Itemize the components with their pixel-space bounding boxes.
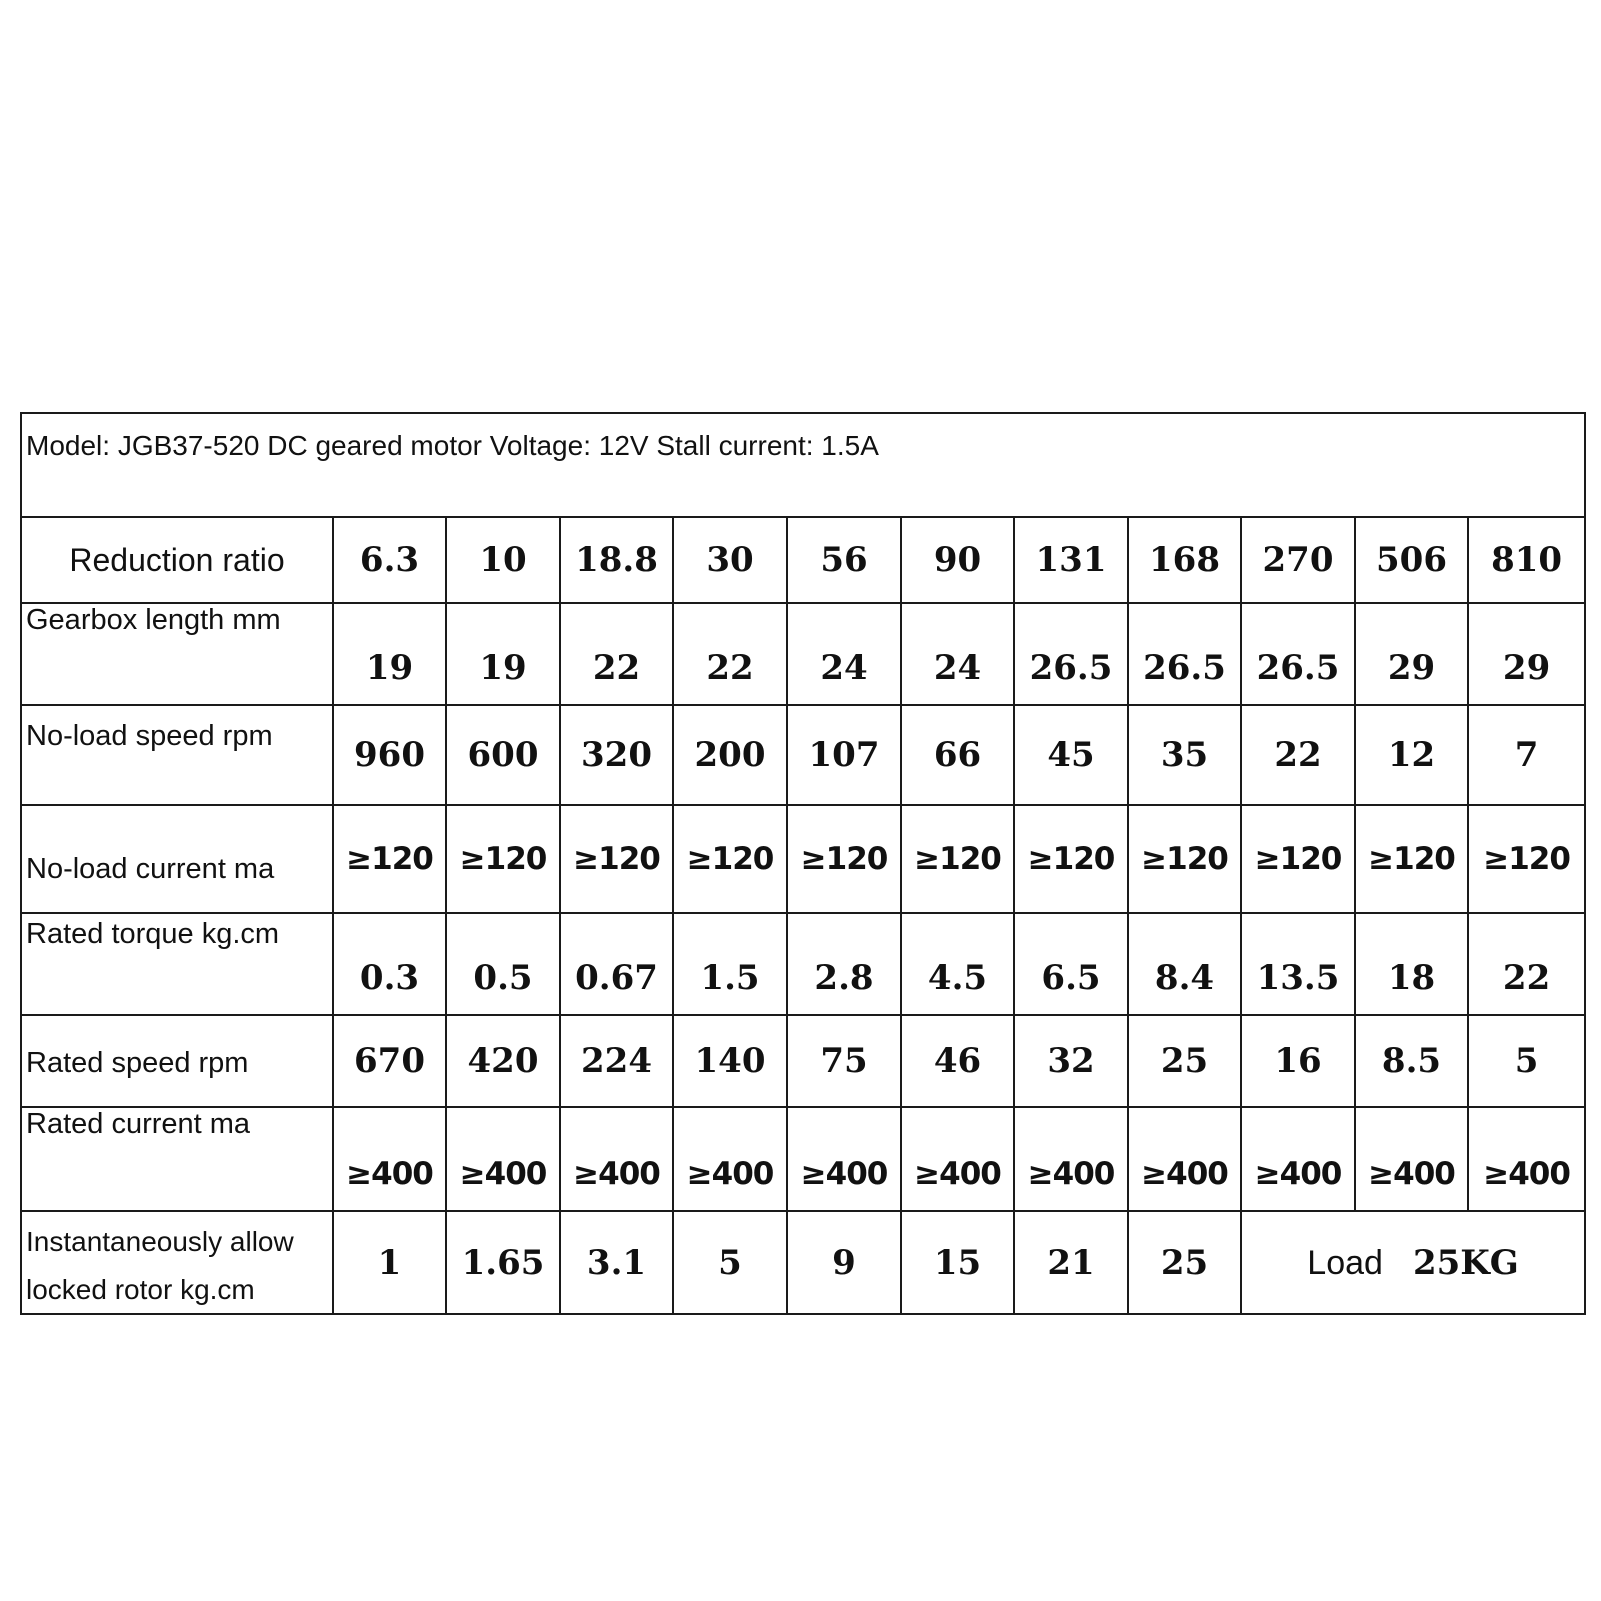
value-cell: 8.4 [1128, 913, 1241, 1015]
value-cell: 0.5 [446, 913, 560, 1015]
value-cell: 22 [560, 603, 673, 705]
model-title: Model: JGB37-520 DC geared motor Voltage: 12V Stall current: 1.5A [21, 413, 1585, 517]
reduction-ratio-row [21, 517, 1585, 603]
value-cell: 1.65 [446, 1211, 560, 1314]
row-label: Reduction ratio [21, 517, 333, 603]
value-cell: 22 [1468, 913, 1585, 1015]
value-cell: 22 [1241, 705, 1355, 805]
value-cell: ≥120 [1355, 805, 1468, 913]
value-cell: ≥400 [1468, 1107, 1585, 1211]
ratio-cell: 131 [1014, 517, 1128, 603]
value-cell: 0.3 [333, 913, 446, 1015]
ratio-cell: 6.3 [333, 517, 446, 603]
value-cell: 420 [446, 1015, 560, 1107]
value-cell: 45 [1014, 705, 1128, 805]
value-cell: 18 [1355, 913, 1468, 1015]
value-cell: ≥400 [560, 1107, 673, 1211]
value-cell: ≥120 [1241, 805, 1355, 913]
ratio-cell: 30 [673, 517, 787, 603]
value-cell: 224 [560, 1015, 673, 1107]
row-label-line1: Instantaneously allow [26, 1226, 294, 1257]
value-cell: ≥400 [901, 1107, 1014, 1211]
value-cell: 29 [1355, 603, 1468, 705]
row-label: No-load speed rpm [21, 705, 333, 805]
ratio-cell: 270 [1241, 517, 1355, 603]
load-label: Load [1307, 1243, 1383, 1282]
row-label: Rated speed rpm [21, 1015, 333, 1107]
value-cell: 9 [787, 1211, 901, 1314]
value-cell: 19 [333, 603, 446, 705]
row-label: Rated torque kg.cm [21, 913, 333, 1015]
ratio-cell: 10 [446, 517, 560, 603]
value-cell: ≥120 [787, 805, 901, 913]
value-cell: 21 [1014, 1211, 1128, 1314]
locked-rotor-row [21, 1211, 1585, 1314]
load-cell [1241, 1211, 1585, 1314]
value-cell: 1.5 [673, 913, 787, 1015]
value-cell: 960 [333, 705, 446, 805]
value-cell: 2.8 [787, 913, 901, 1015]
value-cell: 25 [1128, 1211, 1241, 1314]
value-cell: 24 [901, 603, 1014, 705]
load-value: 25KG [1412, 1242, 1519, 1283]
value-cell: ≥120 [333, 805, 446, 913]
rated-torque-row [21, 913, 1585, 1015]
motor-spec-table [20, 412, 1586, 1315]
value-cell: ≥400 [1241, 1107, 1355, 1211]
value-cell: 320 [560, 705, 673, 805]
value-cell: 200 [673, 705, 787, 805]
value-cell: 12 [1355, 705, 1468, 805]
row-label: No-load current ma [21, 805, 333, 913]
value-cell: 15 [901, 1211, 1014, 1314]
rated-speed-row [21, 1015, 1585, 1107]
row-label: Rated current ma [21, 1107, 333, 1211]
rated-current-row [21, 1107, 1585, 1211]
value-cell: 600 [446, 705, 560, 805]
value-cell: 107 [787, 705, 901, 805]
row-label-line2: locked rotor kg.cm [26, 1273, 255, 1305]
row-label: Gearbox length mm [21, 603, 333, 705]
ratio-cell: 56 [787, 517, 901, 603]
ratio-cell: 506 [1355, 517, 1468, 603]
value-cell: 26.5 [1014, 603, 1128, 705]
value-cell: ≥400 [1014, 1107, 1128, 1211]
value-cell: 140 [673, 1015, 787, 1107]
value-cell: ≥120 [1128, 805, 1241, 913]
ratio-cell: 18.8 [560, 517, 673, 603]
value-cell: 5 [673, 1211, 787, 1314]
ratio-cell: 90 [901, 517, 1014, 603]
value-cell: 19 [446, 603, 560, 705]
row-label [21, 1211, 333, 1314]
value-cell: ≥120 [560, 805, 673, 913]
no-load-current-row [21, 805, 1585, 913]
value-cell: 66 [901, 705, 1014, 805]
value-cell: 16 [1241, 1015, 1355, 1107]
value-cell: ≥400 [787, 1107, 901, 1211]
value-cell: 3.1 [560, 1211, 673, 1314]
value-cell: 26.5 [1128, 603, 1241, 705]
value-cell: ≥120 [1014, 805, 1128, 913]
value-cell: 8.5 [1355, 1015, 1468, 1107]
value-cell: ≥400 [446, 1107, 560, 1211]
value-cell: 22 [673, 603, 787, 705]
value-cell: 29 [1468, 603, 1585, 705]
value-cell: ≥120 [1468, 805, 1585, 913]
value-cell: 0.67 [560, 913, 673, 1015]
gearbox-length-row [21, 603, 1585, 705]
value-cell: ≥400 [1355, 1107, 1468, 1211]
value-cell: ≥120 [673, 805, 787, 913]
value-cell: ≥400 [333, 1107, 446, 1211]
value-cell: ≥400 [673, 1107, 787, 1211]
value-cell: 6.5 [1014, 913, 1128, 1015]
value-cell: 1 [333, 1211, 446, 1314]
value-cell: 25 [1128, 1015, 1241, 1107]
value-cell: 26.5 [1241, 603, 1355, 705]
value-cell: 46 [901, 1015, 1014, 1107]
no-load-speed-row [21, 705, 1585, 805]
value-cell: 670 [333, 1015, 446, 1107]
value-cell: 35 [1128, 705, 1241, 805]
value-cell: 24 [787, 603, 901, 705]
value-cell: ≥400 [1128, 1107, 1241, 1211]
value-cell: 7 [1468, 705, 1585, 805]
value-cell: 4.5 [901, 913, 1014, 1015]
value-cell: 75 [787, 1015, 901, 1107]
value-cell: ≥120 [901, 805, 1014, 913]
ratio-cell: 810 [1468, 517, 1585, 603]
value-cell: 32 [1014, 1015, 1128, 1107]
value-cell: ≥120 [446, 805, 560, 913]
value-cell: 5 [1468, 1015, 1585, 1107]
ratio-cell: 168 [1128, 517, 1241, 603]
value-cell: 13.5 [1241, 913, 1355, 1015]
